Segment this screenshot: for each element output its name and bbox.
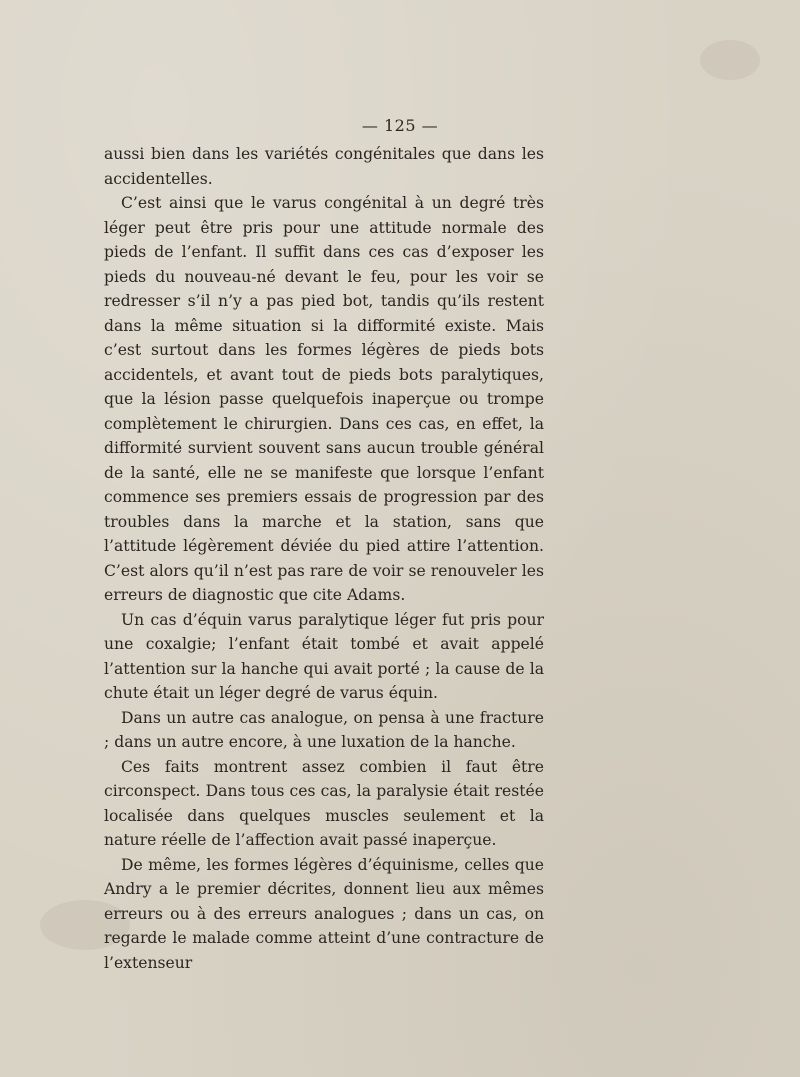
page-number: — 125 — [361, 116, 439, 135]
body-text [104, 142, 544, 975]
paragraph: Un cas d’équin varus paralytique léger fut pris pour une coxalgie; l’enfant était tombé et avait appelé l’attention sur la hanche qui avait porté ; la cause de la chute était un léger degré de varus équin. [104, 610, 544, 702]
paper-stain [700, 40, 760, 80]
paragraph: Dans un autre cas analogue, on pensa à une fracture ; dans un autre encore, à une luxation de la hanche. [104, 708, 544, 751]
paragraph: aussi bien dans les variétés congénitales que dans les accidentelles. [104, 145, 544, 188]
paragraph: C’est ainsi que le varus congénital à un degré très léger peut être pris pour une attitude normale des pieds de l’enfant. Il suffit dans ces cas d’exposer les pieds du nouveau-né devant le feu, pour les voir se redresser s’il n’y a pas pied bot, tandis qu’ils restent dans la même situation si la difformité existe. Mais c’est surtout dans les formes légères de pieds bots accidentels, et avant tout de pieds bots paralytiques, que la lésion passe quelquefois inaperçue ou trompe complètement le chirurgien. Dans ces cas, en effet, la difformité survient souvent sans aucun trouble général de la santé, elle ne se manifeste que lorsque l’enfant commence ses premiers essais de progression par des troubles dans la marche et la station, sans que l’attitude légèrement déviée du pied attire l’attention. C’est alors qu’il n’est pas rare de voir se renouveler les erreurs de diagnostic que cite Adams. [104, 194, 544, 604]
paragraph: Ces faits montrent assez combien il faut être circonspect. Dans tous ces cas, la paralysie était restée localisée dans quelques muscles seulement et la nature réelle de l’affection avait passé inaperçue. [104, 757, 544, 849]
paragraph: De même, les formes légères d’équinisme, celles que Andry a le premier décrites, donnent lieu aux mêmes erreurs ou à des erreurs analogues ; dans un cas, on regarde le malade comme atteint d’une contracture de l’extenseur [104, 855, 544, 972]
